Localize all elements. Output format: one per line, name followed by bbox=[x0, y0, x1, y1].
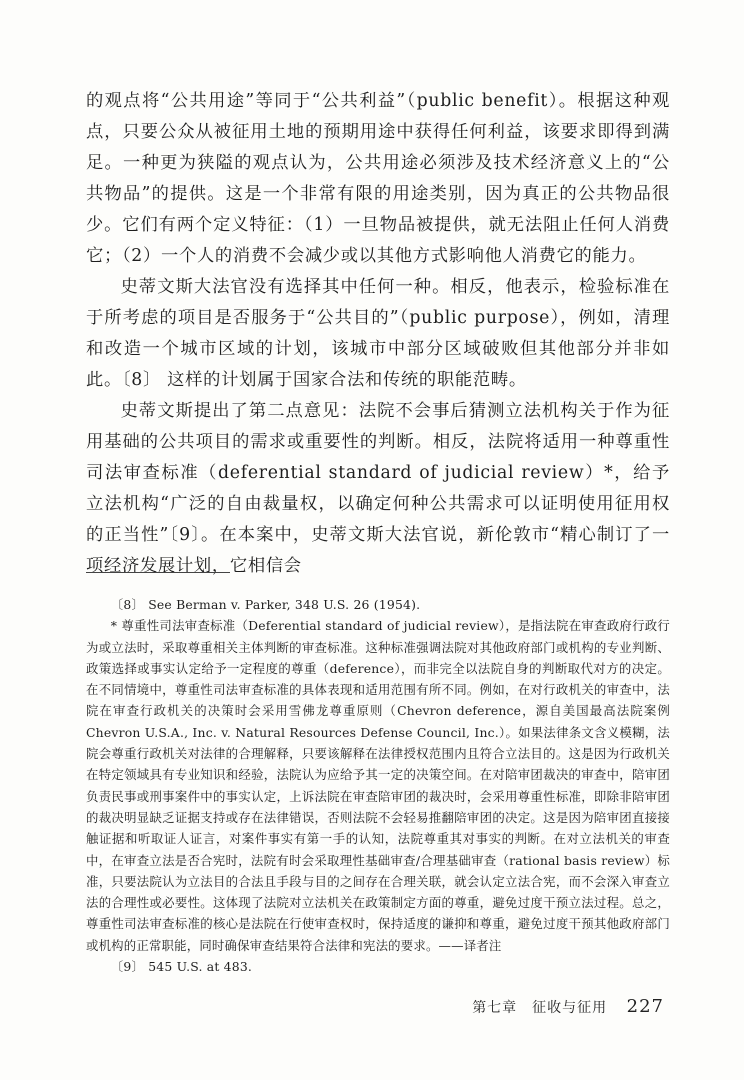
paragraph-1: 的观点将“公共用途”等同于“公共利益”（public benefit）。根据这种观点，只要公众从被征用土地的预期用途中获得任何利益，该要求即得到满足。一种更为狭隘的观点认为，公共用途必须涉及技术经济意义上的“公共物品”的提供。这是一个非常有限的用途类别，因为真正的公共物品很少。它们有两个定义特征：（1）一旦物品被提供，就无法阻止任何人消费它；（2）一个人的消费不会减少或以其他方式影响他人消费它的能力。 bbox=[86, 91, 670, 266]
footnote-translator: * 尊重性司法审查标准（Deferential standard of judicial review），是指法院在审查政府行政行为或立法时，采取尊重相关主体判断的审查标准。这种标准强调法院对其他政府部门或机构的专业判断、政策选择或事实认定给予一定程度的尊重（deference），而非完全以法院自身的判断取代对方的决定。在不同情境中，尊重性司法审查标准的具体表现和适用范围有所不同。例如，在对行政机关的审查中，法院在审查行政机关的决策时会采用雪佛龙尊重原则（Chevron deference，源自美国最高法院案例 Chevron U.S.A., Inc. v. Natural Resources Defense Council, Inc.）。如果法律条文含义模糊，法院会尊重行政机关对法律的合理解释，只要该解释在法律授权范围内且符合立法目的。这是因为行政机关在特定领域具有专业知识和经验，法院认为应给予其一定的决策空间。在对陪审团裁决的审查中，陪审团负责民事或刑事案件中的事实认定，上诉法院在审查陪审团的裁决时，会采用尊重性标准，即除非陪审团的裁决明显缺乏证据支持或存在法律错误，否则法院不会轻易推翻陪审团的决定。这是因为陪审团直接接触证据和听取证人证言，对案件事实有第一手的认知，法院尊重其对事实的判断。在对立法机关的审查中，在审查立法是否合宪时，法院有时会采取理性基础审查/合理基础审查（rational basis review）标准，只要法院认为立法目的合法且手段与目的之间存在合理关联，就会认定立法合宪，而不会深入审查立法的合理性或必要性。这体现了法院对立法机关在政策制定方面的尊重，避免过度干预立法过程。总之，尊重性司法审查标准的核心是法院在行使审查权时，保持适度的谦抑和尊重，避免过度干预其他政府部门或机构的正常职能，同时确保审查结果符合法律和宪法的要求。——译者注 bbox=[86, 618, 670, 953]
main-text bbox=[86, 86, 670, 582]
page-footer bbox=[472, 996, 664, 1017]
footnotes bbox=[86, 594, 670, 977]
paragraph-2: 史蒂文斯大法官没有选择其中任何一种。相反，他表示，检验标准在于所考虑的项目是否服务于“公共目的”（public purpose），例如，清理和改造一个城市区域的计划，该城市中部分区域破败但其他部分并非如此。〔8〕 这样的计划属于国家合法和传统的职能范畴。 bbox=[86, 277, 670, 390]
footnote-divider bbox=[86, 572, 230, 573]
footnote-9: 〔9〕 545 U.S. at 483. bbox=[110, 959, 253, 975]
footnote-8: 〔8〕 See Berman v. Parker, 348 U.S. 26 (1954). bbox=[110, 597, 421, 612]
paragraph-3: 史蒂文斯提出了第二点意见：法院不会事后猜测立法机构关于作为征用基础的公共项目的需求或重要性的判断。相反，法院将适用一种尊重性司法审查标准（deferential standard of judicial review）*，给予立法机构“广泛的自由裁量权，以确定何种公共需求可以证明使用征用权的正当性”〔9〕。在本案中，史蒂文斯大法官说，新伦敦市“精心制订了一项经济发展计划，它相信会 bbox=[86, 401, 670, 576]
page-number: 227 bbox=[626, 996, 664, 1017]
chapter-title: 第七章 征收与征用 bbox=[472, 1000, 608, 1016]
